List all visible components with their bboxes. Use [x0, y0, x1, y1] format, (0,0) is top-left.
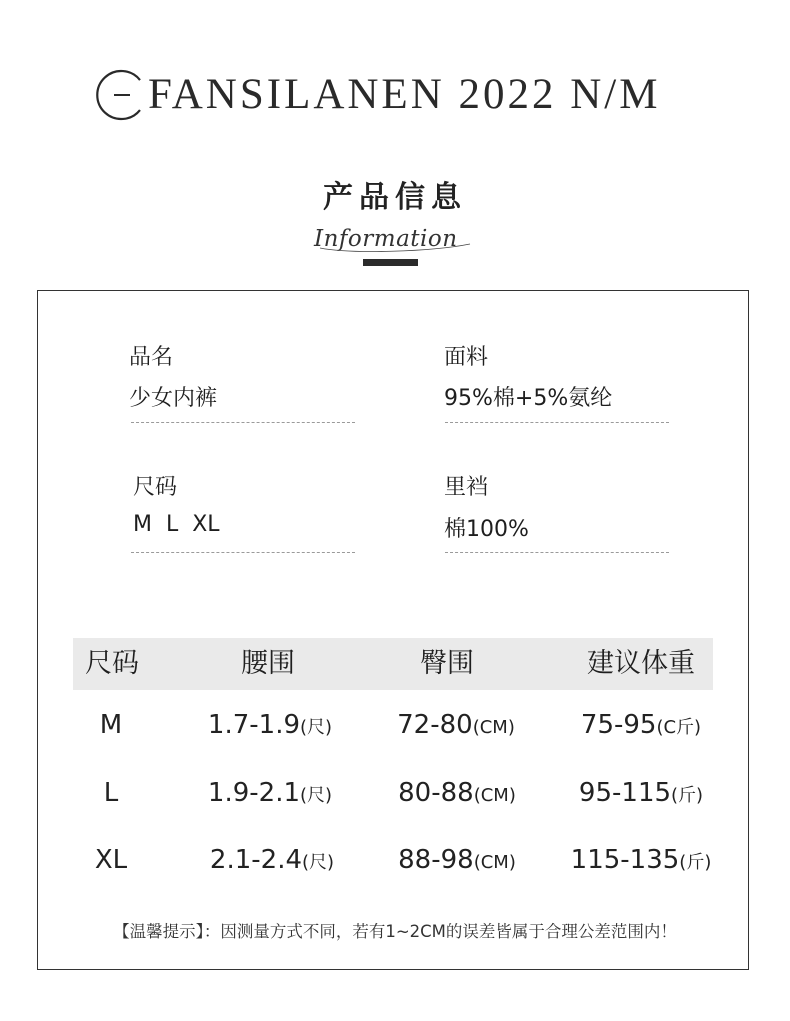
row-l-weight: 95-115(斤)	[578, 778, 704, 808]
section-script-subtitle	[310, 218, 480, 258]
row-l-size: L	[103, 778, 119, 808]
info-value-fabric: 95%棉+5%氨纶	[444, 386, 613, 411]
brand-header	[96, 66, 661, 122]
info-divider	[131, 552, 355, 553]
row-m-size: M	[99, 710, 123, 740]
brand-logo-icon	[96, 66, 152, 122]
info-label-name: 品名	[129, 345, 174, 370]
brand-name: FANSILANEN 2022 N/M	[148, 70, 661, 118]
row-l-hip: 80-88(CM)	[398, 778, 516, 808]
header-weight: 建议体重	[587, 648, 695, 679]
row-m-hip: 72-80(CM)	[397, 710, 515, 740]
row-m-waist: 1.7-1.9(尺)	[207, 710, 333, 740]
size-table-header	[73, 638, 713, 690]
row-xl-hip: 88-98(CM)	[398, 845, 516, 875]
info-value-name: 少女内裤	[129, 386, 218, 411]
row-xl-weight: 115-135(斤)	[570, 845, 712, 875]
header-size: 尺码	[85, 648, 139, 679]
row-xl-waist: 2.1-2.4(尺)	[209, 845, 335, 875]
info-label-size: 尺码	[133, 475, 178, 500]
info-divider	[445, 552, 669, 553]
info-value-size: M L XL	[133, 512, 220, 537]
info-value-crotch: 棉100%	[444, 517, 529, 542]
header-hip: 臀围	[420, 648, 474, 679]
info-label-fabric: 面料	[444, 345, 489, 370]
script-text: Information	[314, 226, 458, 252]
row-xl-size: XL	[94, 845, 128, 875]
section-title: 产品信息	[323, 180, 467, 215]
title-underline-bar	[363, 259, 418, 266]
measurement-note: 【温馨提示】：因测量方式不同，若有1~2CM的误差皆属于合理公差范围内！	[113, 922, 677, 941]
info-divider	[131, 422, 355, 423]
row-l-waist: 1.9-2.1(尺)	[207, 778, 333, 808]
header-waist: 腰围	[241, 648, 295, 679]
info-label-crotch: 里裆	[444, 475, 489, 500]
info-divider	[445, 422, 669, 423]
row-m-weight: 75-95(C斤)	[580, 710, 702, 740]
